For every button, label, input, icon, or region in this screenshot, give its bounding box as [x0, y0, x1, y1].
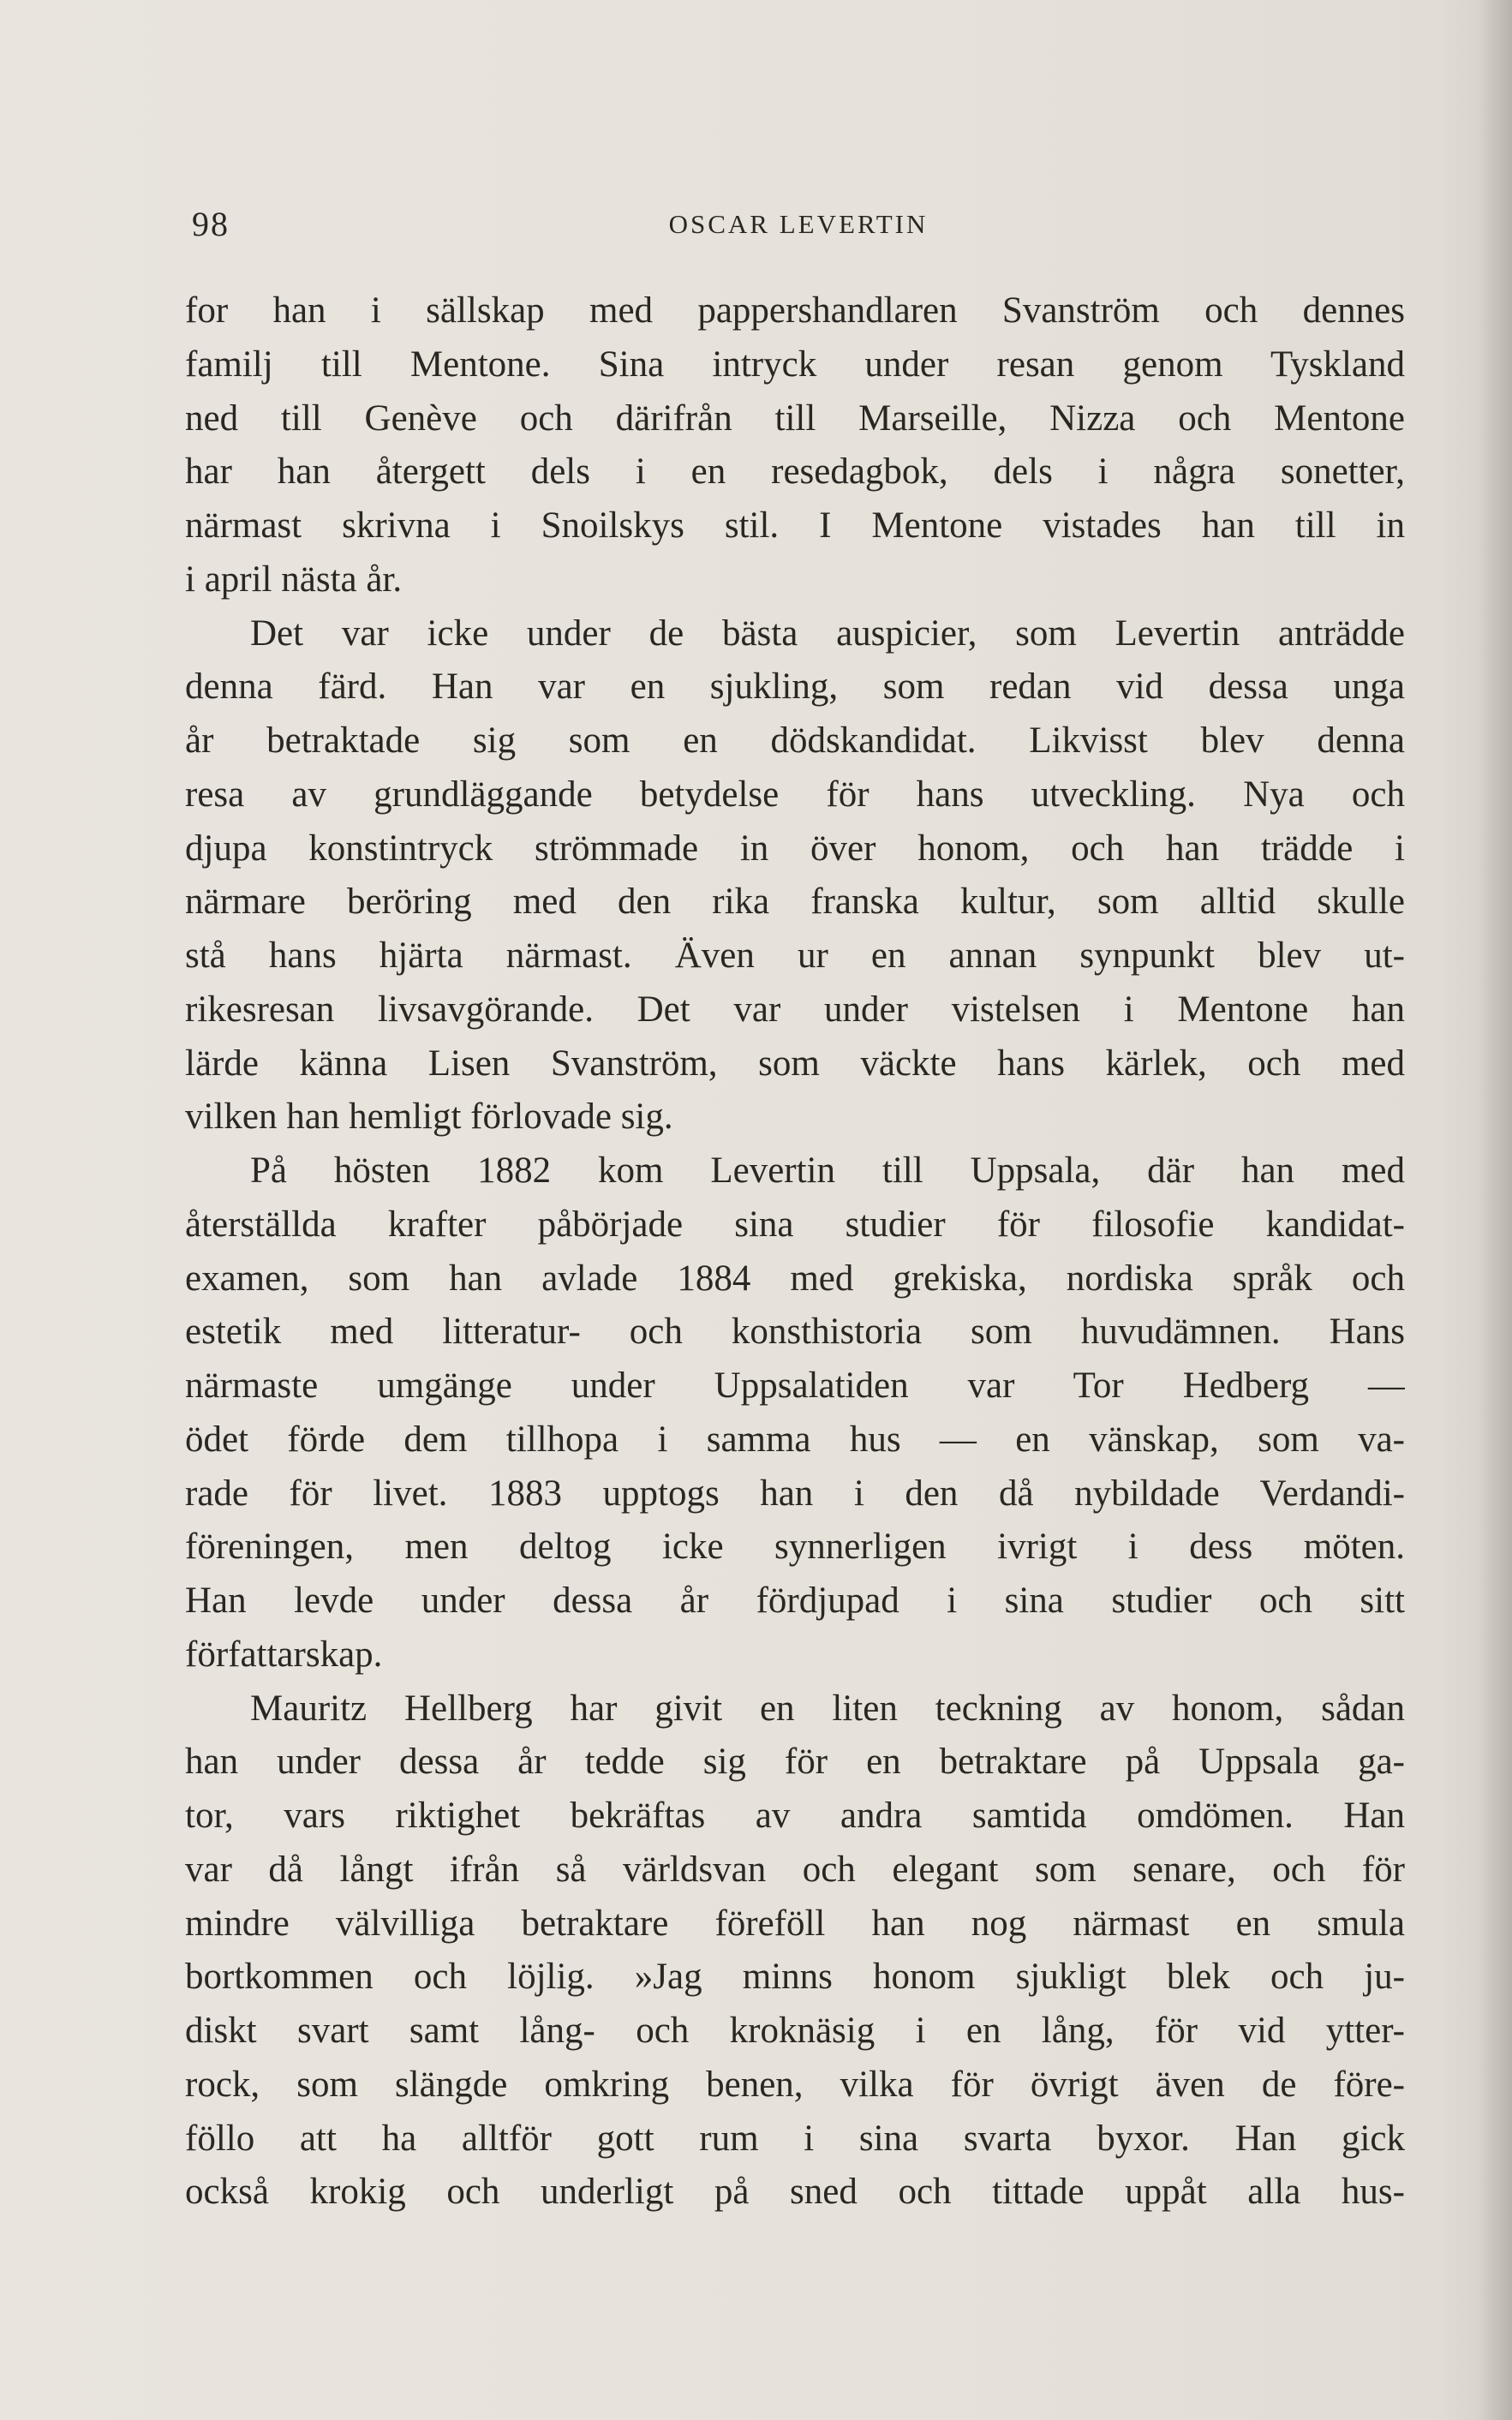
text-line: rikesresan livsavgörande. Det var under vistelsen i Mentone han: [185, 989, 1405, 1030]
text-line: år betraktade sig som en dödskandidat. Likvisst blev denna: [185, 720, 1405, 761]
page-edge-shadow: [1478, 0, 1512, 2420]
text-line: diskt svart samt lång- och kroknäsig i en lång, för vid ytter-: [185, 2011, 1405, 2051]
text-line: mindre välvilliga betraktare föreföll han nog närmast en smula: [185, 1903, 1405, 1944]
text-line: familj till Mentone. Sina intryck under resan genom Tyskland: [185, 344, 1405, 385]
text-line: föreningen, men deltog icke synnerligen ivrigt i dess möten.: [185, 1527, 1405, 1568]
text-line: bortkommen och löjlig. »Jag minns honom sjukligt blek och ju-: [185, 1957, 1405, 1998]
text-line: närmare beröring med den rika franska kultur, som alltid skulle: [185, 881, 1405, 923]
body-text: [185, 284, 1405, 2220]
running-title: OSCAR LEVERTIN: [668, 209, 929, 239]
page-number: 98: [192, 205, 230, 243]
text-line: ödet förde dem tillhopa i samma hus — en vänskap, som va-: [185, 1419, 1405, 1460]
text-line: rock, som slängde omkring benen, vilka för övrigt även de före-: [185, 2064, 1405, 2105]
text-line: stå hans hjärta närmast. Även ur en annan synpunkt blev ut-: [185, 935, 1405, 976]
text-line: resa av grundläggande betydelse för hans utveckling. Nya och: [185, 774, 1405, 815]
text-line: har han återgett dels i en resedagbok, dels i några sonetter,: [185, 451, 1405, 493]
text-line: närmaste umgänge under Uppsalatiden var Tor Hedberg —: [185, 1365, 1405, 1406]
text-line: På hösten 1882 kom Levertin till Uppsala, där han med: [250, 1150, 1405, 1191]
text-line: Mauritz Hellberg har givit en liten teckning av honom, sådan: [250, 1688, 1405, 1729]
text-line: rade för livet. 1883 upptogs han i den då nybildade Verdandi-: [185, 1473, 1405, 1514]
text-line: lärde känna Lisen Svanström, som väckte hans kärlek, och med: [185, 1043, 1405, 1084]
text-line: tor, vars riktighet bekräftas av andra samtida omdömen. Han: [185, 1796, 1405, 1836]
text-line: återställda krafter påbörjade sina studier för filosofie kandidat-: [185, 1204, 1405, 1245]
text-line: examen, som han avlade 1884 med grekiska, nordiska språk och: [185, 1258, 1405, 1299]
text-line: han under dessa år tedde sig för en betraktare på Uppsala ga-: [185, 1742, 1405, 1783]
text-line: vilken han hemligt förlovade sig.: [185, 1096, 673, 1138]
text-line: författarskap.: [185, 1634, 383, 1675]
text-line: i april nästa år.: [185, 559, 403, 600]
text-line: närmast skrivna i Snoilskys stil. I Mentone vistades han till in: [185, 505, 1405, 546]
text-line: Det var icke under de bästa auspicier, som Levertin anträdde: [250, 612, 1405, 654]
text-line: Han levde under dessa år fördjupad i sina studier och sitt: [185, 1580, 1405, 1621]
text-line: denna färd. Han var en sjukling, som redan vid dessa unga: [185, 666, 1405, 708]
text-line: föllo att ha alltför gott rum i sina svarta byxor. Han gick: [185, 2118, 1405, 2159]
text-line: också krokig och underligt på sned och tittade uppåt alla hus-: [185, 2172, 1405, 2213]
page-header: [192, 204, 1405, 255]
text-line: djupa konstintryck strömmade in över honom, och han trädde i: [185, 828, 1405, 869]
text-line: for han i sällskap med pappershandlaren Svanström och dennes: [185, 290, 1405, 331]
text-line: estetik med litteratur- och konsthistoria som huvudämnen. Hans: [185, 1312, 1405, 1353]
text-line: ned till Genève och därifrån till Marseille, Nizza och Mentone: [185, 397, 1405, 439]
text-line: var då långt ifrån så världsvan och elegant som senare, och för: [185, 1849, 1405, 1890]
